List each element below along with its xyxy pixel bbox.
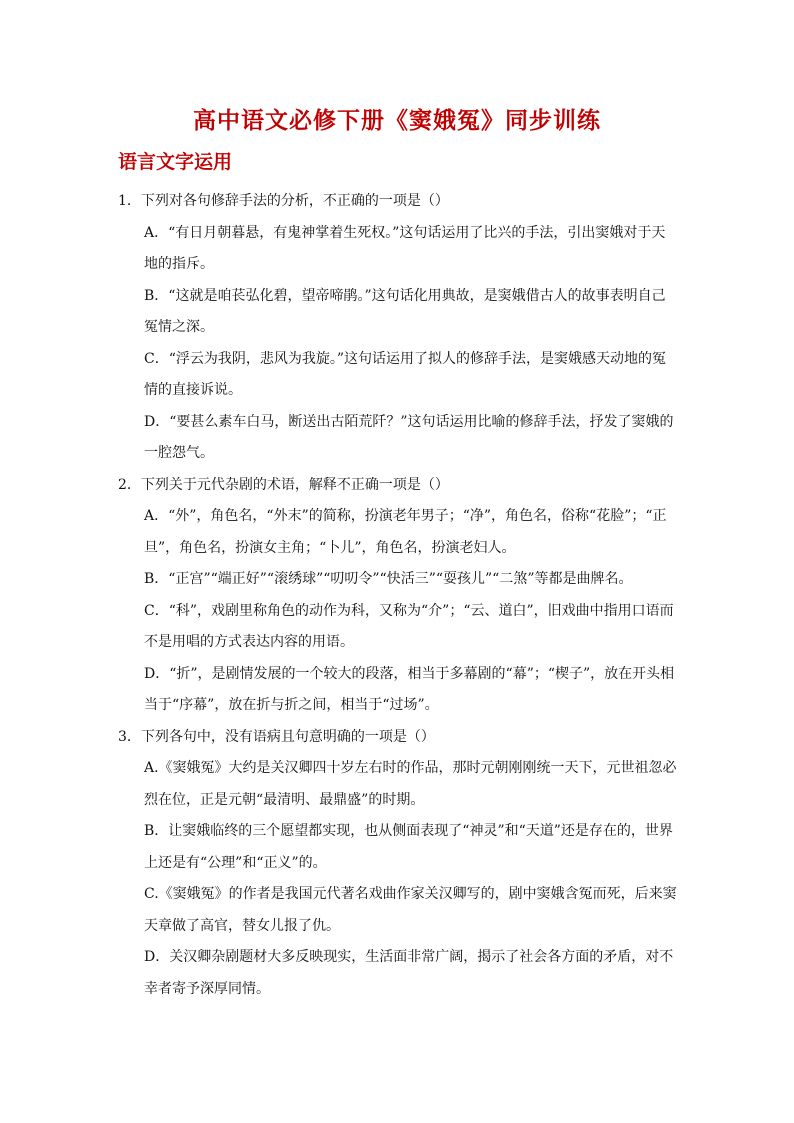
option-d: D．关汉卿杂剧题材大多反映现实，生活面非常广阔，揭示了社会各方面的矛盾，对不幸者寄予深厚同情。	[144, 949, 674, 997]
option-d: D．“折”，是剧情发展的一个较大的段落，相当于多幕剧的“幕”；“楔子”，放在开头相当于“序幕”，放在折与折之间，相当于“过场”。	[144, 665, 675, 713]
option-c: C.《窦娥冤》的作者是我国元代著名戏曲作家关汉卿写的，剧中窦娥含冤而死，后来窦天章做了高官，替女儿报了仇。	[144, 886, 677, 934]
option-b: B．“这就是咱苌弘化碧，望帝啼鹃。”这句话化用典故，是窦娥借古人的故事表明自己冤情之深。	[144, 287, 666, 335]
option-b: B．让窦娥临终的三个愿望都实现，也从侧面表现了“神灵”和“天道”还是存在的，世界上还是有“公理”和“正义”的。	[144, 823, 673, 871]
question-list	[118, 186, 678, 1005]
option-a: A.《窦娥冤》大约是关汉卿四十岁左右时的作品，那时元朝刚刚统一天下，元世祖忽必烈在位，正是元朝“最清明、最鼎盛”的时期。	[144, 760, 677, 808]
section-heading: 语言文字运用	[118, 151, 233, 173]
option-c: C．“科”，戏剧里称角色的动作为科，又称为“介”；“云、道白”，旧戏曲中指用口语而不是用唱的方式表达内容的用语。	[144, 602, 674, 650]
option-b: B．“正宫”“端正好”“滚绣球”“叨叨令”“快活三”“耍孩儿”“二煞”等都是曲牌名。	[144, 571, 633, 587]
question-stem: 3．下列各句中，没有语病且句意明确的一项是（）	[118, 728, 435, 745]
question-2	[118, 470, 678, 722]
question-3	[118, 722, 678, 1006]
question-stem: 1．下列对各句修辞手法的分析，不正确的一项是（）	[118, 193, 449, 209]
option-d: D．“要甚么素车白马，断送出古陌荒阡？”这句话运用比喻的修辞手法，抒发了窦娥的一腔怨气。	[144, 413, 674, 461]
option-a: A．“有日月朝暮悬，有鬼神掌着生死权。”这句话运用了比兴的手法，引出窦娥对于天地的指斥。	[144, 224, 666, 272]
option-a: A．“外”，角色名，“外末”的简称，扮演老年男子；“净”，角色名，俗称“花脸”；“正旦”，角色名，扮演女主角；“卜儿”，角色名，扮演老妇人。	[144, 508, 667, 556]
option-c: C．“浮云为我阴，悲风为我旋。”这句话运用了拟人的修辞手法，是窦娥感天动地的冤情的直接诉说。	[144, 350, 667, 398]
question-stem: 2．下列关于元代杂剧的术语，解释不正确一项是（）	[118, 476, 449, 493]
question-1	[118, 186, 678, 470]
page-title: 高中语文必修下册《窦娥冤》同步训练	[193, 108, 601, 134]
